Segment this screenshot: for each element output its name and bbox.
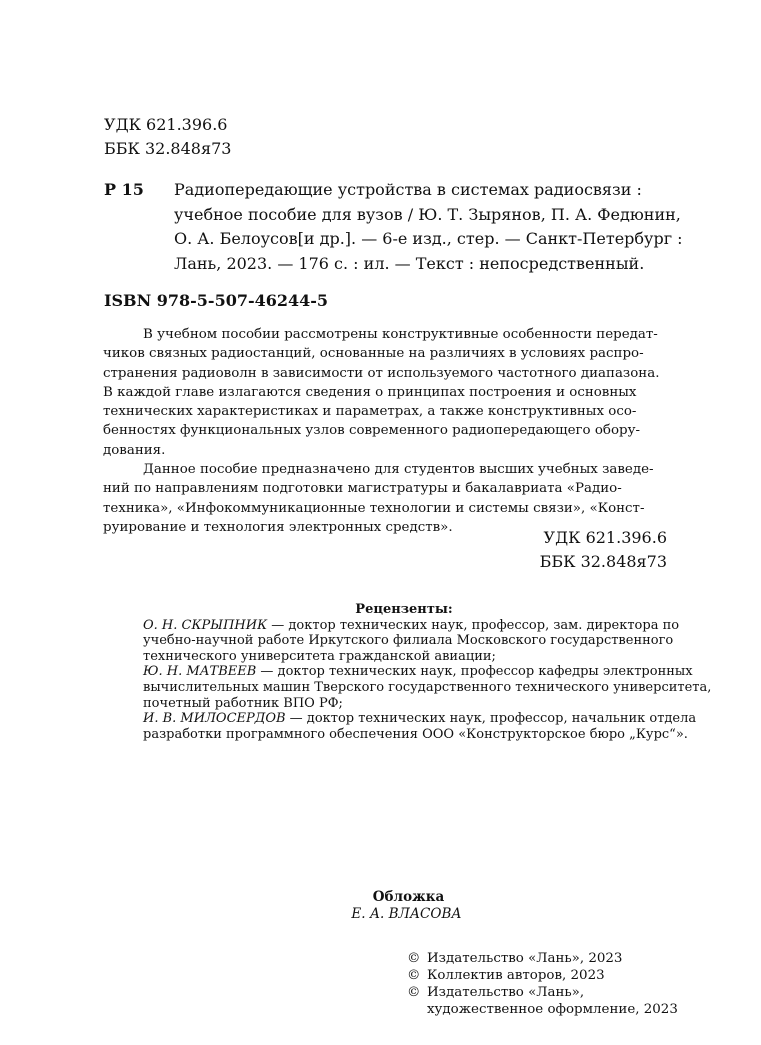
copyright-block xyxy=(407,950,678,1018)
reviewer-line xyxy=(143,696,665,712)
copyright-text: Издательство «Лань», xyxy=(427,985,585,1000)
reviewer-line xyxy=(143,711,697,727)
author-sign: Р 15 xyxy=(104,180,144,199)
reviewer-text: почетный работник ВПО РФ; xyxy=(143,695,343,711)
bbk-code: ББК 32.848я73 xyxy=(104,139,232,158)
reviewer-name: И. В. МИЛОСЕРДОВ xyxy=(143,711,286,727)
reviewer-text: учебно-научной работе Иркутского филиала Московского государственного xyxy=(143,633,674,649)
reviewer-name: О. Н. СКРЫПНИК xyxy=(143,617,268,633)
reviewer-line xyxy=(143,617,680,634)
copyright-symbol: © xyxy=(407,985,421,1000)
reviewers-title: Рецензенты: xyxy=(355,602,453,617)
cover-title: Обложка xyxy=(372,889,445,905)
bibliographic-description xyxy=(174,178,683,276)
reviewer-line xyxy=(143,633,674,649)
udk-code: УДК 621.396.6 xyxy=(104,115,228,134)
copyright-text: Издательство «Лань», 2023 xyxy=(427,951,623,966)
abstract-line: руирование и технология электронных средств». xyxy=(103,519,453,535)
reviewer-text: — доктор технических наук, профессор кафедры электронных xyxy=(256,664,693,680)
abstract-line: В каждой главе излагаются сведения о принципах построения и основных xyxy=(103,384,637,400)
udk-block-bottom xyxy=(540,526,667,574)
abstract-line: техника», «Инфокоммуникационные технологии и системы связи», «Конст- xyxy=(103,500,645,516)
reviewer-text: разработки программного обеспечения ООО «Конструкторское бюро „Курс“». xyxy=(143,726,688,742)
copyright-symbol: © xyxy=(407,951,421,966)
abstract-line: ний по направлениям подготовки магистратуры и бакалавриата «Радио- xyxy=(103,481,622,497)
copyright-text: Коллектив авторов, 2023 xyxy=(427,968,605,983)
reviewer-name: Ю. Н. МАТВЕЕВ xyxy=(143,664,257,680)
abstract-line: бенностях функциональных узлов современного радиопередающего обору- xyxy=(103,423,641,439)
reviewer-line xyxy=(143,649,665,665)
copyright-text: художественное оформление, 2023 xyxy=(427,1002,678,1017)
copyright-symbol: © xyxy=(407,968,421,983)
udk-block-top xyxy=(104,113,231,161)
reviewer-text: технического университета гражданской авиации; xyxy=(143,648,496,664)
abstract-line: В учебном пособии рассмотрены конструктивные особенности передат- xyxy=(143,327,658,342)
reviewer-line xyxy=(143,664,693,680)
abstract xyxy=(103,325,665,537)
reviewer-line xyxy=(143,679,712,696)
copyright-line xyxy=(407,1001,678,1018)
abstract-line: странения радиоволн в зависимости от используемого частотного диапазона. xyxy=(103,365,660,381)
isbn: ISBN 978-5-507-46244-5 xyxy=(104,291,329,310)
biblio-line: учебное пособие для вузов / Ю. Т. Зырянов, П. А. Федюнин, xyxy=(174,204,681,224)
bbk-code: ББК 32.848я73 xyxy=(539,552,667,571)
cover-credit xyxy=(0,889,761,923)
reviewer-text: вычислительных машин Тверского государственного технического университета, xyxy=(143,679,712,695)
reviewers xyxy=(143,602,712,742)
reviewer-line xyxy=(143,726,688,743)
reviewer-text: — доктор технических наук, профессор, зам. директора по xyxy=(267,617,680,633)
copyright-line xyxy=(407,950,678,967)
abstract-line: Данное пособие предназначено для студентов высших учебных заведе- xyxy=(143,462,654,478)
abstract-line: чиков связных радиостанций, основанные на различиях в условиях распро- xyxy=(103,346,644,362)
reviewer-text: — доктор технических наук, профессор, начальник отдела xyxy=(285,711,697,727)
copyright-line xyxy=(407,984,678,1001)
copyright-line xyxy=(407,967,678,984)
biblio-line: Радиопередающие устройства в системах радиосвязи : xyxy=(174,180,642,199)
cover-artist: Е. А. ВЛАСОВА xyxy=(351,906,462,922)
biblio-line: О. А. Белоусов[и др.]. — 6-е изд., стер. — Санкт-Петербург : xyxy=(174,229,683,248)
abstract-line: технических характеристиках и параметрах, а также конструктивных осо- xyxy=(103,404,637,420)
abstract-line: дования. xyxy=(103,442,166,458)
biblio-line: Лань, 2023. — 176 с. : ил. — Текст : непосредственный. xyxy=(174,253,645,273)
udk-code: УДК 621.396.6 xyxy=(543,528,667,547)
